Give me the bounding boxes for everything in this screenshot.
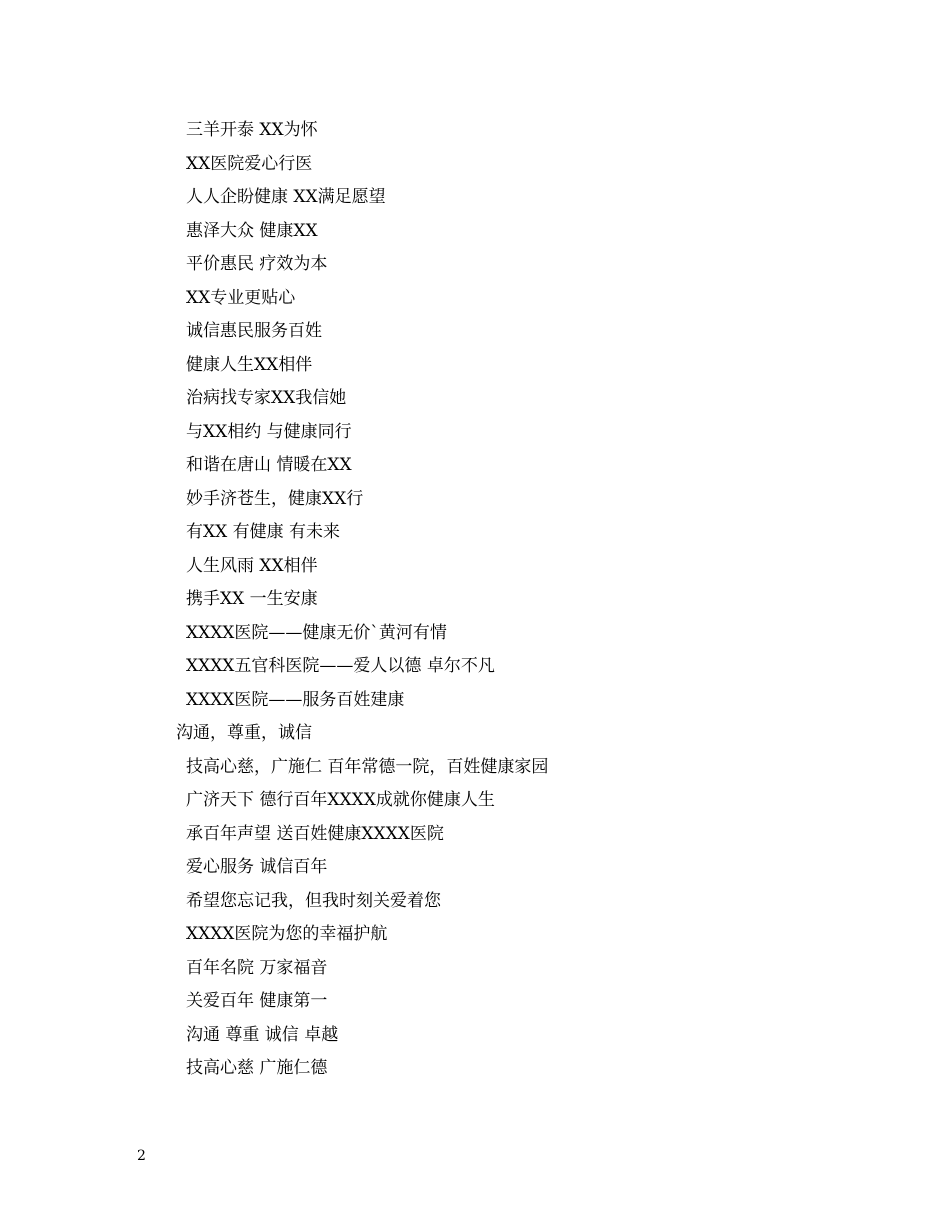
slogan-line: 百年名院 万家福音 — [186, 957, 328, 978]
slogan-line: 和谐在唐山 情暖在XX — [186, 455, 352, 475]
slogan-line: XXXX医院为您的幸福护航 — [186, 924, 388, 944]
slogan-line: XXXX医院——服务百姓建康 — [186, 689, 405, 710]
slogan-line: 三羊开泰 XX为怀 — [186, 120, 318, 140]
slogan-line: 诚信惠民服务百姓 — [186, 321, 322, 341]
slogan-line: 健康人生XX相伴 — [186, 354, 313, 375]
slogan-line: 平价惠民 疗效为本 — [186, 254, 328, 274]
slogan-line: 治病找专家XX我信她 — [186, 388, 347, 408]
slogan-line: 人生风雨 XX相伴 — [186, 555, 318, 576]
slogan-line: 携手XX 一生安康 — [186, 589, 318, 609]
slogan-line: 沟通，尊重，诚信 — [176, 723, 312, 743]
slogan-line: 承百年声望 送百姓健康XXXX医院 — [186, 823, 444, 844]
slogan-line: 技高心慈，广施仁 百年常德一院，百姓健康家园 — [186, 756, 549, 777]
slogan-line: 沟通 尊重 诚信 卓越 — [186, 1024, 339, 1045]
slogan-line: 技高心慈 广施仁德 — [186, 1058, 328, 1078]
slogan-line: 有XX 有健康 有未来 — [186, 522, 341, 542]
slogan-line: 妙手济苍生，健康XX行 — [186, 488, 364, 509]
slogan-line: XXXX五官科医院——爱人以德 卓尔不凡 — [186, 656, 495, 676]
slogan-line: 与XX相约 与健康同行 — [186, 421, 352, 442]
slogan-line: XXXX医院——健康无价`黄河有情 — [186, 622, 447, 643]
slogan-list — [176, 116, 548, 1088]
slogan-line: XX医院爱心行医 — [186, 153, 313, 174]
page-number: 2 — [137, 1148, 146, 1164]
slogan-line: 广济天下 德行百年XXXX成就你健康人生 — [186, 790, 495, 810]
slogan-line: 关爱百年 健康第一 — [186, 991, 328, 1011]
slogan-line: 爱心服务 诚信百年 — [186, 857, 328, 877]
slogan-line: XX专业更贴心 — [186, 287, 296, 308]
slogan-line: 惠泽大众 健康XX — [186, 220, 318, 241]
slogan-line: 希望您忘记我，但我时刻关爱着您 — [186, 890, 441, 911]
slogan-line: 人人企盼健康 XX满足愿望 — [186, 187, 386, 207]
